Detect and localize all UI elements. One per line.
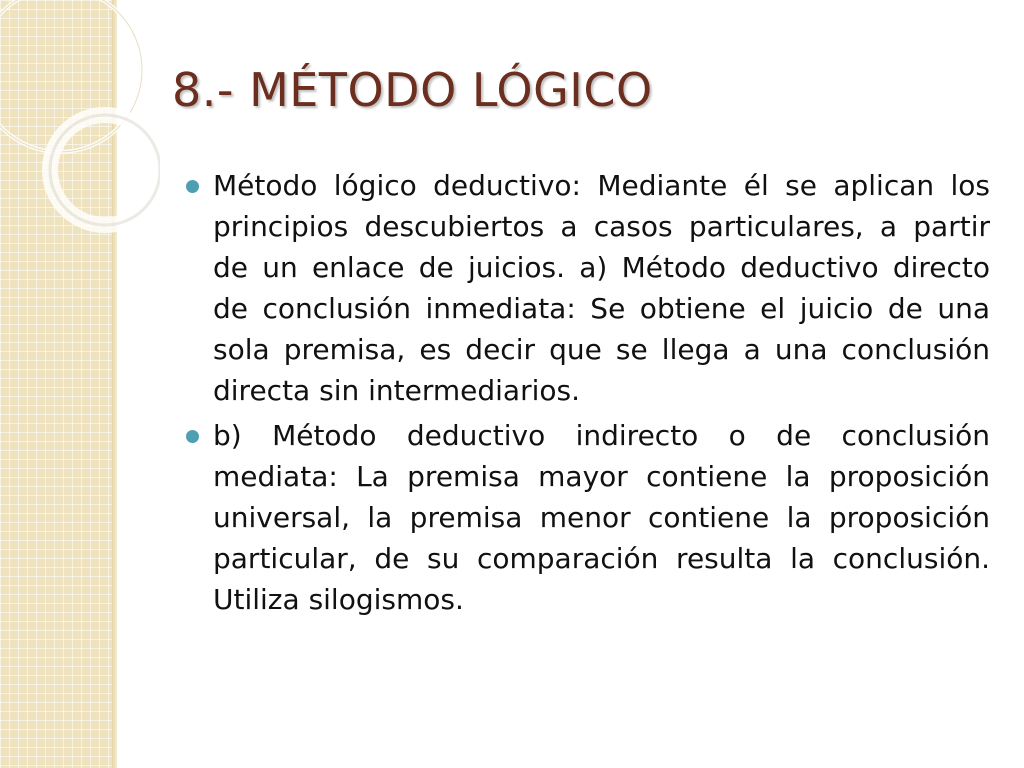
bullet-item <box>186 165 990 411</box>
decorative-rings-icon <box>0 0 160 260</box>
bullet-item <box>186 415 990 620</box>
bullet-dot-icon <box>186 430 199 443</box>
bullet-text: Método lógico deductivo: Mediante él se aplican los principios descubiertos a casos particulares, a partir de un enlace de juicios. a) Método deductivo directo de conclusión inmediata: Se obtiene el juicio de una sola premisa, es decir que se llega a una conclusión directa sin intermediarios. <box>213 169 990 407</box>
bullet-text: b) Método deductivo indirecto o de conclusión mediata: La premisa mayor contiene la proposición universal, la premisa menor contiene la proposición particular, de su comparación resulta la conclusión. Utiliza silogismos. <box>213 419 990 616</box>
bullet-list <box>186 165 990 624</box>
bullet-dot-icon <box>186 180 199 193</box>
slide-title: 8.- MÉTODO LÓGICO <box>172 63 653 117</box>
